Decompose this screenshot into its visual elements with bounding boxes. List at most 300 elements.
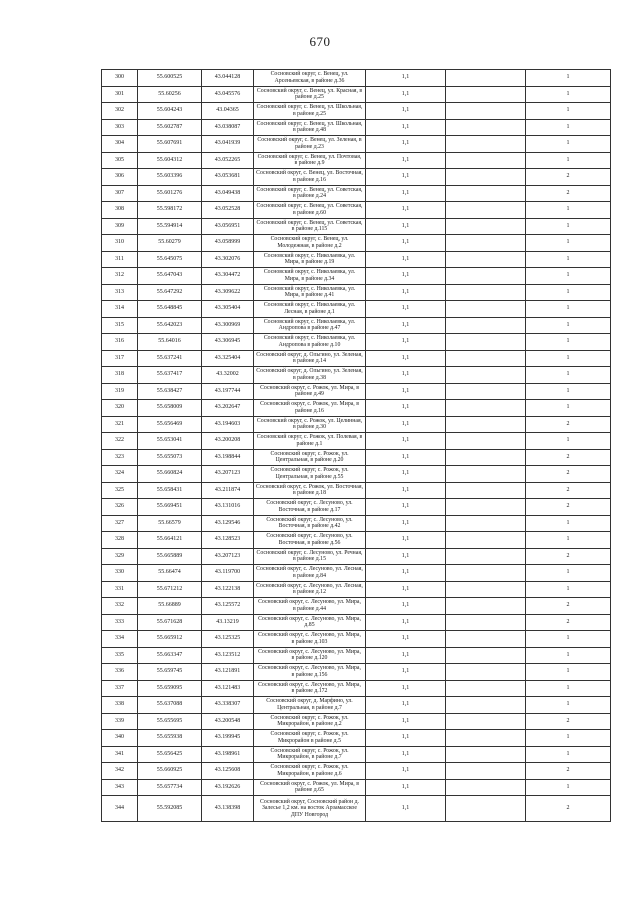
table-row — [102, 235, 611, 252]
row-number-cell: 325 — [102, 482, 138, 499]
table-row — [102, 581, 611, 598]
empty-cell — [446, 581, 526, 598]
row-number-cell: 341 — [102, 746, 138, 763]
empty-cell — [446, 532, 526, 549]
row-number-cell: 340 — [102, 730, 138, 747]
table-row — [102, 466, 611, 483]
empty-cell — [446, 119, 526, 136]
count-cell: 1 — [526, 515, 611, 532]
longitude-cell: 43.207123 — [202, 548, 254, 565]
latitude-cell: 55.660824 — [138, 466, 202, 483]
value-cell: 1,1 — [366, 466, 446, 483]
row-number-cell: 315 — [102, 317, 138, 334]
empty-cell — [446, 614, 526, 631]
row-number-cell: 305 — [102, 152, 138, 169]
address-cell: Сосновский округ, д. Ольгино, ул. Зеленая, в районе д.14 — [254, 350, 366, 367]
longitude-cell: 43.198961 — [202, 746, 254, 763]
value-cell: 1,1 — [366, 284, 446, 301]
empty-cell — [446, 598, 526, 615]
count-cell: 2 — [526, 449, 611, 466]
value-cell: 1,1 — [366, 631, 446, 648]
latitude-cell: 55.658431 — [138, 482, 202, 499]
address-cell: Сосновский округ, с. Рожок, ул. Микрорайон, в районе д.7 — [254, 746, 366, 763]
count-cell: 1 — [526, 268, 611, 285]
row-number-cell: 322 — [102, 433, 138, 450]
value-cell: 1,1 — [366, 647, 446, 664]
address-cell: Сосновский округ, с. Лесуново, ул. Восточная, в районе д.42 — [254, 515, 366, 532]
longitude-cell: 43.338307 — [202, 697, 254, 714]
longitude-cell: 43.192626 — [202, 779, 254, 796]
empty-cell — [446, 433, 526, 450]
row-number-cell: 331 — [102, 581, 138, 598]
longitude-cell: 43.041939 — [202, 136, 254, 153]
table-row — [102, 515, 611, 532]
address-cell: Сосновский округ, с. Лесуново, ул. Речная, в районе д.15 — [254, 548, 366, 565]
empty-cell — [446, 334, 526, 351]
address-cell: Сосновский округ, с. Лесуново, ул. Мира, д.85 — [254, 614, 366, 631]
value-cell: 1,1 — [366, 697, 446, 714]
empty-cell — [446, 482, 526, 499]
latitude-cell: 55.659745 — [138, 664, 202, 681]
table-row — [102, 202, 611, 219]
longitude-cell: 43.304472 — [202, 268, 254, 285]
address-cell: Сосновский округ, с. Венец, ул. Восточная, в районе д.16 — [254, 169, 366, 186]
table-row — [102, 400, 611, 417]
value-cell: 1,1 — [366, 251, 446, 268]
address-cell: Сосновский округ, с. Николаевка, ул. Андропова в районе д.10 — [254, 334, 366, 351]
table-row — [102, 482, 611, 499]
address-cell: Сосновский округ, с. Венец, ул. Советская, в районе д.24 — [254, 185, 366, 202]
latitude-cell: 55.607691 — [138, 136, 202, 153]
count-cell: 2 — [526, 796, 611, 822]
count-cell: 1 — [526, 433, 611, 450]
address-cell: Сосновский округ, с. Венец, ул. Школьная, в районе д.48 — [254, 119, 366, 136]
row-number-cell: 339 — [102, 713, 138, 730]
row-number-cell: 324 — [102, 466, 138, 483]
latitude-cell: 55.66474 — [138, 565, 202, 582]
latitude-cell: 55.659095 — [138, 680, 202, 697]
count-cell: 2 — [526, 713, 611, 730]
count-cell: 1 — [526, 383, 611, 400]
address-cell: Сосновский округ, с. Лесуново, ул. Мира, в районе д.172 — [254, 680, 366, 697]
count-cell: 1 — [526, 779, 611, 796]
longitude-cell: 43.044128 — [202, 70, 254, 87]
address-cell: Сосновский округ, с. Рожок, ул. Мира, в районе д.49 — [254, 383, 366, 400]
table-row — [102, 664, 611, 681]
count-cell: 1 — [526, 251, 611, 268]
count-cell: 1 — [526, 631, 611, 648]
empty-cell — [446, 218, 526, 235]
empty-cell — [446, 416, 526, 433]
address-cell: Сосновский округ, с. Лесуново, ул. Мира, в районе д.103 — [254, 631, 366, 648]
address-cell: Сосновский округ, с. Николаевка, ул. Мира, в районе д.19 — [254, 251, 366, 268]
address-cell: Сосновский округ, с. Венец, ул. Почтовая, в районе д.9 — [254, 152, 366, 169]
table-row — [102, 284, 611, 301]
table-row — [102, 598, 611, 615]
empty-cell — [446, 697, 526, 714]
empty-cell — [446, 169, 526, 186]
address-cell: Сосновский округ, с. Венец, ул. Зеленая, в районе д.23 — [254, 136, 366, 153]
table-row — [102, 565, 611, 582]
value-cell: 1,1 — [366, 218, 446, 235]
latitude-cell: 55.60279 — [138, 235, 202, 252]
value-cell: 1,1 — [366, 581, 446, 598]
longitude-cell: 43.04365 — [202, 103, 254, 120]
table-row — [102, 169, 611, 186]
count-cell: 2 — [526, 614, 611, 631]
value-cell: 1,1 — [366, 202, 446, 219]
latitude-cell: 55.664121 — [138, 532, 202, 549]
longitude-cell: 43.058999 — [202, 235, 254, 252]
row-number-cell: 323 — [102, 449, 138, 466]
latitude-cell: 55.602787 — [138, 119, 202, 136]
table-row — [102, 548, 611, 565]
longitude-cell: 43.325404 — [202, 350, 254, 367]
address-cell: Сосновский округ, с. Рожок, ул. Мира, в районе д.65 — [254, 779, 366, 796]
empty-cell — [446, 70, 526, 87]
value-cell: 1,1 — [366, 482, 446, 499]
latitude-cell: 55.64016 — [138, 334, 202, 351]
value-cell: 1,1 — [366, 317, 446, 334]
value-cell: 1,1 — [366, 119, 446, 136]
row-number-cell: 307 — [102, 185, 138, 202]
longitude-cell: 43.200548 — [202, 713, 254, 730]
count-cell: 1 — [526, 218, 611, 235]
count-cell: 1 — [526, 334, 611, 351]
row-number-cell: 316 — [102, 334, 138, 351]
row-number-cell: 343 — [102, 779, 138, 796]
count-cell: 2 — [526, 482, 611, 499]
longitude-cell: 43.122138 — [202, 581, 254, 598]
empty-cell — [446, 202, 526, 219]
count-cell: 1 — [526, 532, 611, 549]
longitude-cell: 43.194603 — [202, 416, 254, 433]
row-number-cell: 332 — [102, 598, 138, 615]
latitude-cell: 55.600525 — [138, 70, 202, 87]
latitude-cell: 55.648845 — [138, 301, 202, 318]
row-number-cell: 327 — [102, 515, 138, 532]
address-cell: Сосновский округ, с. Рожок, ул. Центральная, в районе д.20 — [254, 449, 366, 466]
empty-cell — [446, 317, 526, 334]
row-number-cell: 336 — [102, 664, 138, 681]
table-row — [102, 746, 611, 763]
row-number-cell: 330 — [102, 565, 138, 582]
longitude-cell: 43.309622 — [202, 284, 254, 301]
latitude-cell: 55.660925 — [138, 763, 202, 780]
latitude-cell: 55.637241 — [138, 350, 202, 367]
empty-cell — [446, 103, 526, 120]
longitude-cell: 43.052528 — [202, 202, 254, 219]
empty-cell — [446, 383, 526, 400]
longitude-cell: 43.125608 — [202, 763, 254, 780]
row-number-cell: 314 — [102, 301, 138, 318]
empty-cell — [446, 647, 526, 664]
longitude-cell: 43.199945 — [202, 730, 254, 747]
row-number-cell: 328 — [102, 532, 138, 549]
table-row — [102, 796, 611, 822]
empty-cell — [446, 680, 526, 697]
row-number-cell: 329 — [102, 548, 138, 565]
count-cell: 1 — [526, 581, 611, 598]
row-number-cell: 317 — [102, 350, 138, 367]
address-cell: Сосновский округ, с. Венец, ул. Красная, в районе д.25 — [254, 86, 366, 103]
row-number-cell: 342 — [102, 763, 138, 780]
table-row — [102, 713, 611, 730]
count-cell: 1 — [526, 367, 611, 384]
table-row — [102, 70, 611, 87]
row-number-cell: 303 — [102, 119, 138, 136]
longitude-cell: 43.305404 — [202, 301, 254, 318]
empty-cell — [446, 548, 526, 565]
longitude-cell: 43.128523 — [202, 532, 254, 549]
row-number-cell: 338 — [102, 697, 138, 714]
latitude-cell: 55.663347 — [138, 647, 202, 664]
value-cell: 1,1 — [366, 268, 446, 285]
latitude-cell: 55.638427 — [138, 383, 202, 400]
table-row — [102, 86, 611, 103]
count-cell: 2 — [526, 548, 611, 565]
value-cell: 1,1 — [366, 730, 446, 747]
count-cell: 1 — [526, 119, 611, 136]
empty-cell — [446, 730, 526, 747]
latitude-cell: 55.647292 — [138, 284, 202, 301]
latitude-cell: 55.657734 — [138, 779, 202, 796]
value-cell: 1,1 — [366, 350, 446, 367]
table-row — [102, 350, 611, 367]
value-cell: 1,1 — [366, 136, 446, 153]
latitude-cell: 55.665912 — [138, 631, 202, 648]
empty-cell — [446, 499, 526, 516]
value-cell: 1,1 — [366, 515, 446, 532]
count-cell: 1 — [526, 235, 611, 252]
table-row — [102, 449, 611, 466]
value-cell: 1,1 — [366, 185, 446, 202]
value-cell: 1,1 — [366, 235, 446, 252]
longitude-cell: 43.125572 — [202, 598, 254, 615]
latitude-cell: 55.66579 — [138, 515, 202, 532]
row-number-cell: 313 — [102, 284, 138, 301]
count-cell: 1 — [526, 103, 611, 120]
longitude-cell: 43.121891 — [202, 664, 254, 681]
latitude-cell: 55.655695 — [138, 713, 202, 730]
address-cell: Сосновский округ, д. Ольгино, ул. Зеленая, в районе д.38 — [254, 367, 366, 384]
longitude-cell: 43.211874 — [202, 482, 254, 499]
count-cell: 1 — [526, 136, 611, 153]
register-table — [101, 69, 611, 822]
empty-cell — [446, 251, 526, 268]
row-number-cell: 335 — [102, 647, 138, 664]
value-cell: 1,1 — [366, 713, 446, 730]
row-number-cell: 337 — [102, 680, 138, 697]
value-cell: 1,1 — [366, 103, 446, 120]
empty-cell — [446, 796, 526, 822]
row-number-cell: 304 — [102, 136, 138, 153]
address-cell: Сосновский округ, с. Венец, ул. Школьная, в районе д.25 — [254, 103, 366, 120]
value-cell: 1,1 — [366, 86, 446, 103]
address-cell: Сосновский округ, с. Лесуново, ул. Лесная, в районе д.12 — [254, 581, 366, 598]
count-cell: 1 — [526, 152, 611, 169]
table-row — [102, 614, 611, 631]
address-cell: Сосновский округ, с. Венец, ул. Советская, в районе д.60 — [254, 202, 366, 219]
value-cell: 1,1 — [366, 763, 446, 780]
table-row — [102, 499, 611, 516]
row-number-cell: 318 — [102, 367, 138, 384]
row-number-cell: 300 — [102, 70, 138, 87]
latitude-cell: 55.594914 — [138, 218, 202, 235]
latitude-cell: 55.647043 — [138, 268, 202, 285]
empty-cell — [446, 301, 526, 318]
table-row — [102, 152, 611, 169]
count-cell: 2 — [526, 598, 611, 615]
longitude-cell: 43.13219 — [202, 614, 254, 631]
value-cell: 1,1 — [366, 334, 446, 351]
table-row — [102, 136, 611, 153]
row-number-cell: 344 — [102, 796, 138, 822]
table-row — [102, 251, 611, 268]
address-cell: Сосновский округ, с. Рожок, ул. Центральная, в районе д.55 — [254, 466, 366, 483]
value-cell: 1,1 — [366, 70, 446, 87]
address-cell: Сосновский округ, с. Рожок, ул. Восточная, в районе д.18 — [254, 482, 366, 499]
value-cell: 1,1 — [366, 301, 446, 318]
table-row — [102, 631, 611, 648]
value-cell: 1,1 — [366, 779, 446, 796]
row-number-cell: 302 — [102, 103, 138, 120]
row-number-cell: 319 — [102, 383, 138, 400]
longitude-cell: 43.300969 — [202, 317, 254, 334]
table-row — [102, 383, 611, 400]
empty-cell — [446, 152, 526, 169]
table-row — [102, 532, 611, 549]
count-cell: 1 — [526, 301, 611, 318]
value-cell: 1,1 — [366, 548, 446, 565]
count-cell: 1 — [526, 730, 611, 747]
register-table-body — [102, 70, 611, 822]
row-number-cell: 334 — [102, 631, 138, 648]
count-cell: 1 — [526, 647, 611, 664]
address-cell: Сосновский округ, с. Николаевка, ул. Мира, в районе д.41 — [254, 284, 366, 301]
count-cell: 1 — [526, 350, 611, 367]
latitude-cell: 55.671628 — [138, 614, 202, 631]
latitude-cell: 55.671212 — [138, 581, 202, 598]
value-cell: 1,1 — [366, 383, 446, 400]
longitude-cell: 43.049438 — [202, 185, 254, 202]
address-cell: Сосновский округ, с. Рожок, ул. Мира, в районе д.16 — [254, 400, 366, 417]
latitude-cell: 55.604243 — [138, 103, 202, 120]
table-row — [102, 680, 611, 697]
table-row — [102, 119, 611, 136]
address-cell: Сосновский округ, с. Рожок, ул. Целинная, в районе д.30 — [254, 416, 366, 433]
address-cell: Сосновский округ, с. Лесуново, ул. Восточная, в районе д.17 — [254, 499, 366, 516]
empty-cell — [446, 350, 526, 367]
empty-cell — [446, 235, 526, 252]
row-number-cell: 308 — [102, 202, 138, 219]
address-cell: Сосновский округ, с. Лесуново, ул. Восточная, в районе д.56 — [254, 532, 366, 549]
empty-cell — [446, 515, 526, 532]
latitude-cell: 55.598172 — [138, 202, 202, 219]
longitude-cell: 43.045576 — [202, 86, 254, 103]
row-number-cell: 310 — [102, 235, 138, 252]
empty-cell — [446, 565, 526, 582]
count-cell: 1 — [526, 565, 611, 582]
table-row — [102, 433, 611, 450]
value-cell: 1,1 — [366, 499, 446, 516]
address-cell: Сосновский округ, с. Рожок, ул. Полевая, в районе д.1 — [254, 433, 366, 450]
longitude-cell: 43.038087 — [202, 119, 254, 136]
table-row — [102, 697, 611, 714]
longitude-cell: 43.200208 — [202, 433, 254, 450]
count-cell: 2 — [526, 499, 611, 516]
table-row — [102, 301, 611, 318]
latitude-cell: 55.656469 — [138, 416, 202, 433]
longitude-cell: 43.207123 — [202, 466, 254, 483]
address-cell: Сосновский округ, с. Венец, ул. Арсеньевская, в районе д.36 — [254, 70, 366, 87]
value-cell: 1,1 — [366, 680, 446, 697]
table-row — [102, 763, 611, 780]
empty-cell — [446, 763, 526, 780]
table-row — [102, 218, 611, 235]
table-row — [102, 103, 611, 120]
table-row — [102, 367, 611, 384]
value-cell: 1,1 — [366, 367, 446, 384]
address-cell: Сосновский округ, с. Николаевка, ул. Андропова в районе д.47 — [254, 317, 366, 334]
count-cell: 2 — [526, 169, 611, 186]
count-cell: 1 — [526, 202, 611, 219]
value-cell: 1,1 — [366, 169, 446, 186]
empty-cell — [446, 268, 526, 285]
value-cell: 1,1 — [366, 416, 446, 433]
empty-cell — [446, 86, 526, 103]
longitude-cell: 43.306945 — [202, 334, 254, 351]
address-cell: Сосновский округ, с. Венец, ул. Молодежная, в районе д.2 — [254, 235, 366, 252]
value-cell: 1,1 — [366, 664, 446, 681]
table-row — [102, 647, 611, 664]
address-cell: Сосновский округ, Сосновский район д. Залесье 1,2 км. на восток Арзамасское ДПУ Новгород — [254, 796, 366, 822]
count-cell: 1 — [526, 746, 611, 763]
empty-cell — [446, 185, 526, 202]
latitude-cell: 55.655938 — [138, 730, 202, 747]
count-cell: 1 — [526, 400, 611, 417]
value-cell: 1,1 — [366, 614, 446, 631]
longitude-cell: 43.129546 — [202, 515, 254, 532]
row-number-cell: 306 — [102, 169, 138, 186]
empty-cell — [446, 664, 526, 681]
latitude-cell: 55.665889 — [138, 548, 202, 565]
latitude-cell: 55.603396 — [138, 169, 202, 186]
row-number-cell: 311 — [102, 251, 138, 268]
table-row — [102, 317, 611, 334]
latitude-cell: 55.604312 — [138, 152, 202, 169]
longitude-cell: 43.32002 — [202, 367, 254, 384]
address-cell: Сосновский округ, с. Лесуново, ул. Мира, в районе д.156 — [254, 664, 366, 681]
value-cell: 1,1 — [366, 565, 446, 582]
row-number-cell: 326 — [102, 499, 138, 516]
value-cell: 1,1 — [366, 400, 446, 417]
longitude-cell: 43.302076 — [202, 251, 254, 268]
longitude-cell: 43.123512 — [202, 647, 254, 664]
value-cell: 1,1 — [366, 433, 446, 450]
address-cell: Сосновский округ, с. Николаевка, ул. Лесная, в районе д.1 — [254, 301, 366, 318]
latitude-cell: 55.658009 — [138, 400, 202, 417]
count-cell: 1 — [526, 664, 611, 681]
address-cell: Сосновский округ, с. Рожок, ул. Микрорайон в районе д.5 — [254, 730, 366, 747]
value-cell: 1,1 — [366, 746, 446, 763]
value-cell: 1,1 — [366, 449, 446, 466]
latitude-cell: 55.645075 — [138, 251, 202, 268]
address-cell: Сосновский округ, с. Рожок, ул. Микрорайон, в районе д.2 — [254, 713, 366, 730]
row-number-cell: 320 — [102, 400, 138, 417]
count-cell: 1 — [526, 680, 611, 697]
value-cell: 1,1 — [366, 532, 446, 549]
